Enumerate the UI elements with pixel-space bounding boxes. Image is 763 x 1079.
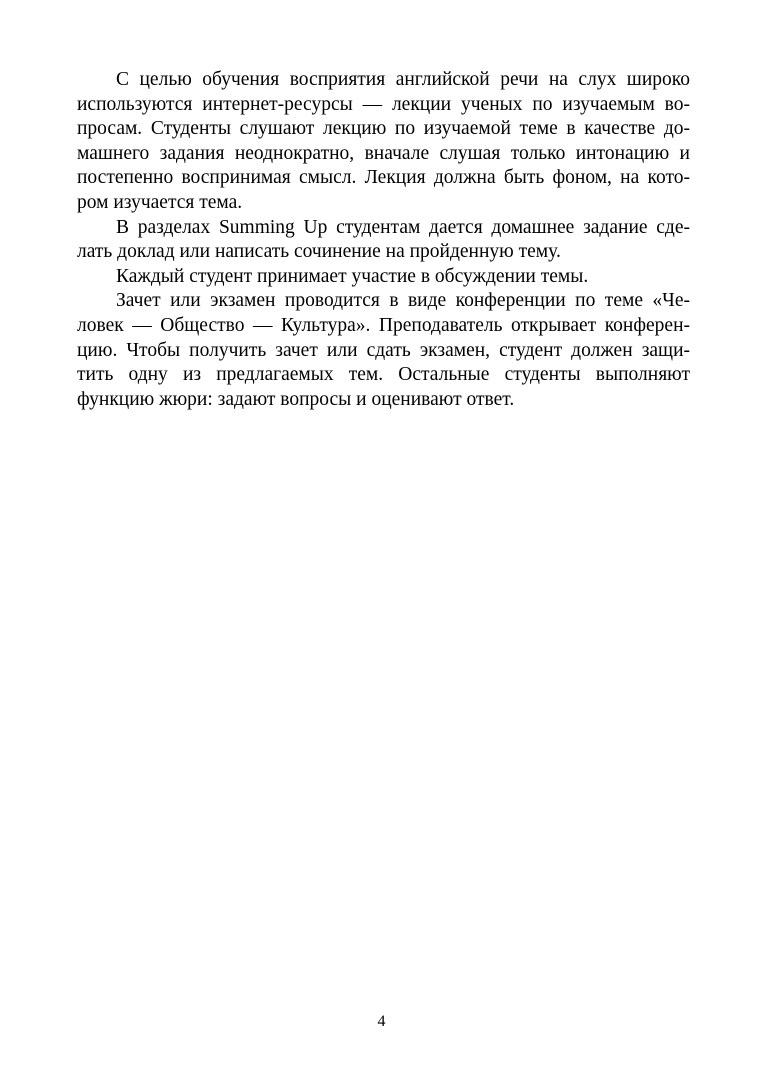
text-line: просам. Студенты слушают лекцию по изучаемой теме в качестве до- — [77, 118, 690, 140]
text-line: лать доклад или написать сочинение на пройденную тему. — [77, 241, 561, 263]
text-line: используются интернет-ресурсы — лекции ученых по изучаемым во- — [77, 93, 690, 115]
text-line: ловек — Общество — Культура». Преподаватель открывает конферен- — [77, 314, 690, 336]
text-line: С целью обучения восприятия английской речи на слух широко — [116, 69, 690, 90]
page-number: 4 — [377, 1013, 386, 1030]
text-line: функцию жюри: задают вопросы и оценивают ответ. — [77, 388, 515, 410]
paragraph-3 — [77, 265, 690, 290]
text-line: Зачет или экзамен проводится в виде конференции по теме «Че- — [116, 290, 690, 312]
text-line: машнего задания неоднократно, вначале слушая только интонацию и — [77, 142, 690, 164]
paragraph-4 — [77, 289, 690, 412]
paragraph-2 — [77, 216, 690, 265]
text-line: цию. Чтобы получить зачет или сдать экзамен, студент должен защи- — [77, 339, 690, 361]
body-text — [77, 68, 690, 412]
text-line: постепенно воспринимая смысл. Лекция должна быть фоном, на кото- — [77, 167, 690, 189]
text-line: Каждый студент принимает участие в обсуждении темы. — [116, 265, 589, 287]
paragraph-1 — [77, 68, 690, 216]
text-line: тить одну из предлагаемых тем. Остальные студенты выполняют — [77, 364, 690, 386]
text-line: В разделах Summing Up студентам дается домашнее задание сде- — [116, 216, 690, 238]
text-line: ром изучается тема. — [77, 191, 243, 213]
